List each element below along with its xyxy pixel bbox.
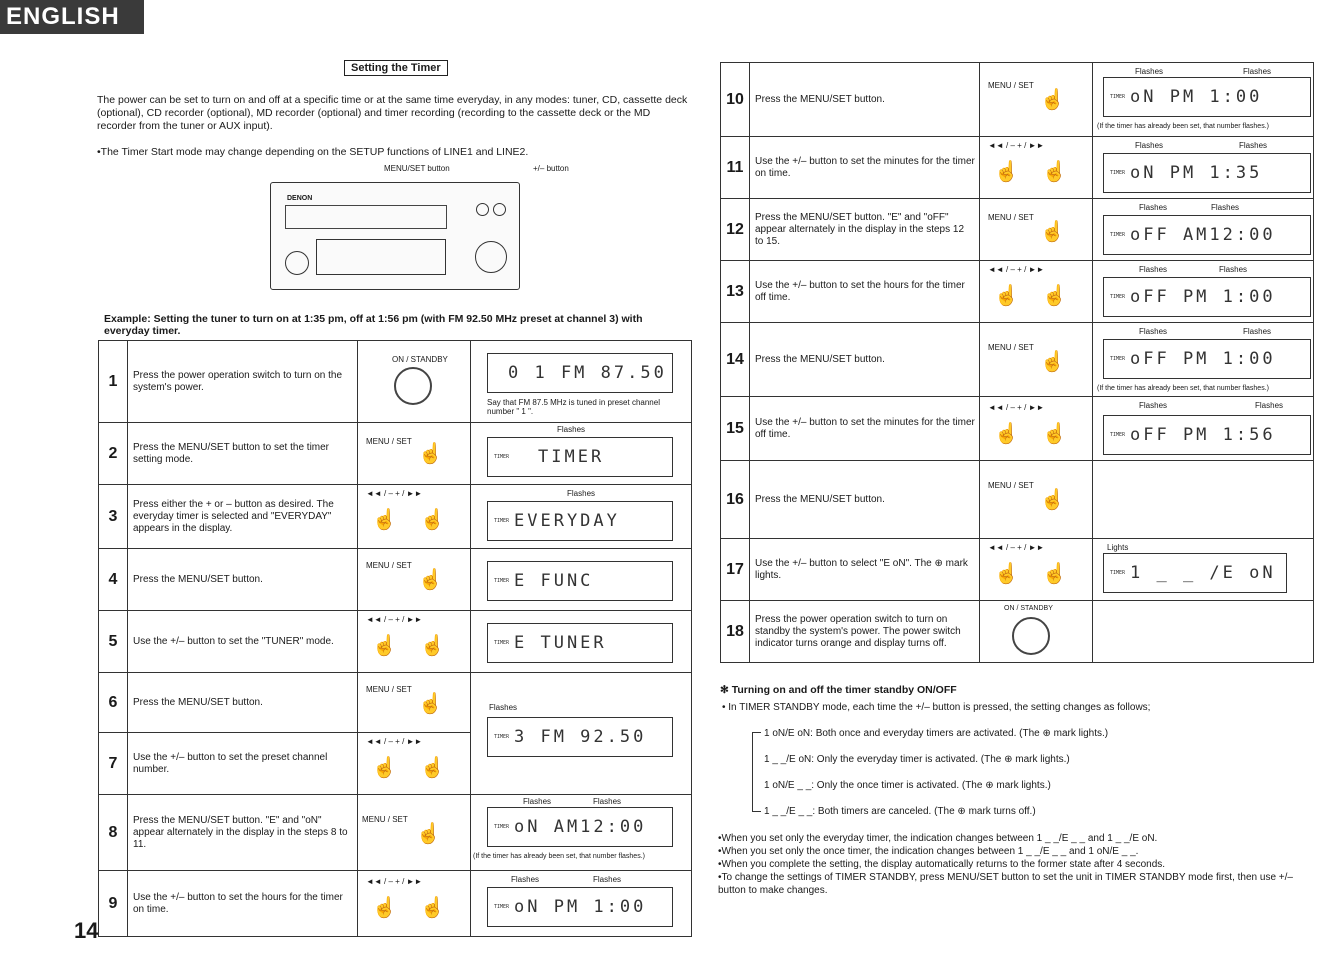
step-display [471,795,692,871]
lcd-panel: TIMER oN AM12:00 [487,807,673,847]
step-number: 15 [721,397,750,461]
lcd-panel: TIMER oN PM 1:35 [1103,153,1311,193]
lcd-panel: TIMER TIMER [487,437,673,477]
step-display [1093,397,1314,461]
lcd-panel: TIMER oN PM 1:00 [1103,77,1311,117]
step-action [980,601,1093,663]
standby-title: ✻ Turning on and off the timer standby ON/OFF [720,684,957,696]
steps-table-left [98,340,692,937]
step-text: Press the MENU/SET button to set the timer setting mode. [128,423,358,485]
on-standby-label: ON / STANDBY [392,355,448,364]
press-hand-icon: ☝ [418,443,443,465]
step-text: Use the +/– button to set the minutes for the timer on time. [750,137,980,199]
step-number: 5 [99,611,128,673]
step-number: 2 [99,423,128,485]
press-hand-icon: ☝ [994,285,1019,307]
menu-set-label: MENU / SET [988,343,1034,352]
press-hand-icon: ☝ [994,563,1019,585]
press-hand-icon: ☝ [416,823,441,845]
step-text: Use the +/– button to set the hours for the timer off time. [750,261,980,323]
on-standby-label: ON / STANDBY [1004,605,1053,612]
press-hand-icon: ☝ [1042,161,1067,183]
menu-set-label: MENU / SET [362,815,408,824]
cycle-line: 1 oN/E _ _: Only the once timer is activated. (The ⊕ mark lights.) [764,780,1051,791]
skip-buttons-label: ◄◄ / – + / ►► [988,543,1045,552]
cycle-line: 1 _ _/E _ _: Both timers are canceled. (The ⊕ mark turns off.) [764,806,1036,817]
standby-note: •To change the settings of TIMER STANDBY, press MENU/SET button to set the unit in TIMER STANDBY mode first, then use +/– button to make changes. [718,872,1293,896]
press-hand-icon: ☝ [420,635,445,657]
menu-set-label: MENU / SET [366,437,412,446]
step-text: Press the MENU/SET button. [128,673,358,733]
step-number: 14 [721,323,750,397]
display-caption: Say that FM 87.5 MHz is tuned in preset channel number " 1 ". [487,398,660,416]
flashes-label: Flashes [511,875,540,884]
menu-set-label: MENU / SET [366,561,412,570]
menu-set-button [476,203,489,216]
language-tab: ENGLISH [0,0,144,34]
lcd-panel: TIMER oN PM 1:00 [487,887,673,927]
lcd-panel: TIMER E FUNC [487,561,673,601]
step-number: 7 [99,733,128,795]
brand-label: DENON [287,195,313,202]
step-number: 17 [721,539,750,601]
menu-set-label: MENU / SET [988,81,1034,90]
flashes-label: Flashes [1211,203,1240,212]
step-display [1093,63,1314,137]
lights-label: Lights [1107,543,1129,552]
step-action [358,795,471,871]
step-display [471,611,692,673]
already-set-note: (If the timer has already been set, that number flashes.) [1097,123,1269,130]
step-display [1093,323,1314,397]
lcd-panel: TIMER oFF PM 1:00 [1103,277,1311,317]
step-display [1093,137,1314,199]
press-hand-icon: ☝ [1040,89,1065,111]
section-title: Setting the Timer [344,60,448,76]
flashes-label: Flashes [1139,265,1168,274]
cd-slot [285,205,447,229]
press-hand-icon: ☝ [372,509,397,531]
step-text: Use the +/– button to set the minutes for the timer off time. [750,397,980,461]
step-text: Press the MENU/SET button. [128,549,358,611]
step-display [471,423,692,485]
lcd-panel: TIMER oFF PM 1:00 [1103,339,1311,379]
standby-note: •When you set only the everyday timer, the indication changes between 1 _ _/E _ _ and 1 _ _/E oN. [718,833,1158,844]
flashes-label: Flashes [1139,327,1168,336]
step-text: Use the +/– button to set the preset channel number. [128,733,358,795]
step-number: 12 [721,199,750,261]
standby-note: •When you set only the once timer, the indication changes between 1 _ _/E _ _ and 1 oN/E _ _. [718,846,1139,857]
step-action [980,137,1093,199]
step-action [358,871,471,937]
flashes-label: Flashes [593,797,622,806]
lcd-panel: TIMER 3 FM 92.50 [487,717,673,757]
volume-knob [475,241,507,273]
step-action [980,63,1093,137]
step-text: Use the +/– button to set the "TUNER" mode. [128,611,358,673]
step-display [471,673,692,795]
step-number: 13 [721,261,750,323]
step-text: Press the MENU/SET button. [750,323,980,397]
lcd-panel: 0 1 FM 87.50 [487,353,673,393]
step-display [1093,461,1314,539]
page-number: 14 [74,918,99,943]
press-hand-icon: ☝ [372,635,397,657]
cycle-bracket [752,732,761,812]
flashes-label: Flashes [1139,203,1168,212]
plus-minus-button [493,203,506,216]
skip-buttons-label: ◄◄ / – + / ►► [366,489,423,498]
step-number: 4 [99,549,128,611]
lcd-panel: TIMER E TUNER [487,623,673,663]
step-display [471,341,692,423]
lcd-panel: TIMER EVERYDAY [487,501,673,541]
press-hand-icon: ☝ [1040,489,1065,511]
skip-buttons-label: ◄◄ / – + / ►► [988,141,1045,150]
step-number: 18 [721,601,750,663]
step-text: Press the power operation switch to turn on the system's power. [128,341,358,423]
flashes-label: Flashes [593,875,622,884]
press-hand-icon: ☝ [420,897,445,919]
flashes-label: Flashes [1243,67,1272,76]
flashes-label: Flashes [1243,327,1272,336]
menu-set-callout: MENU/SET button [384,164,450,173]
press-hand-icon: ☝ [994,161,1019,183]
step-number: 8 [99,795,128,871]
step-number: 6 [99,673,128,733]
display-window [316,239,446,275]
flashes-label: Flashes [1239,141,1268,150]
flashes-label: Flashes [1255,401,1284,410]
press-hand-icon: ☝ [420,757,445,779]
step-text: Press either the + or – button as desired. The everyday timer is selected and "EVERYDAY" appears in the display. [128,485,358,549]
skip-buttons-label: ◄◄ / – + / ►► [988,265,1045,274]
flashes-label: Flashes [1135,67,1164,76]
step-number: 16 [721,461,750,539]
lcd-panel: TIMER 1 _ _ /E oN [1103,553,1287,593]
flashes-label: Flashes [1139,401,1168,410]
skip-buttons-label: ◄◄ / – + / ►► [366,615,423,624]
step-action [358,423,471,485]
flashes-label: Flashes [567,489,596,498]
menu-set-label: MENU / SET [988,481,1034,490]
power-knob [285,251,309,275]
skip-buttons-label: ◄◄ / – + / ►► [366,737,423,746]
step-text: Press the MENU/SET button. [750,63,980,137]
already-set-note: (If the timer has already been set, that number flashes.) [473,853,645,860]
press-hand-icon: ☝ [372,757,397,779]
step-display [1093,199,1314,261]
step-action [980,323,1093,397]
flashes-label: Flashes [489,703,518,712]
step-display [1093,601,1314,663]
step-text: Press the MENU/SET button. "E" and "oN" appear alternately in the display in the steps 8 to 11. [128,795,358,871]
step-action [980,199,1093,261]
step-number: 11 [721,137,750,199]
cycle-line: 1 _ _/E oN: Only the everyday timer is activated. (The ⊕ mark lights.) [764,754,1070,765]
step-text: Use the +/– button to set the hours for the timer on time. [128,871,358,937]
flashes-label: Flashes [523,797,552,806]
step-action [358,733,471,795]
power-switch-icon [1012,617,1050,655]
press-hand-icon: ☝ [994,423,1019,445]
step-text: Press the MENU/SET button. [750,461,980,539]
already-set-note: (If the timer has already been set, that number flashes.) [1097,385,1269,392]
skip-buttons-label: ◄◄ / – + / ►► [366,877,423,886]
step-action [358,485,471,549]
step-action [358,341,471,423]
standby-note: •When you complete the setting, the display automatically returns to the former state after 4 seconds. [718,859,1166,870]
step-text: Press the power operation switch to turn on standby the system's power. The power switch indicator turns orange and display turns off. [750,601,980,663]
step-number: 9 [99,871,128,937]
step-action [358,611,471,673]
step-number: 1 [99,341,128,423]
press-hand-icon: ☝ [420,509,445,531]
press-hand-icon: ☝ [418,693,443,715]
step-action [980,397,1093,461]
step-display [1093,539,1314,601]
step-number: 3 [99,485,128,549]
press-hand-icon: ☝ [1040,221,1065,243]
cycle-line: 1 oN/E oN: Both once and everyday timers are activated. (The ⊕ mark lights.) [764,728,1109,739]
press-hand-icon: ☝ [1042,423,1067,445]
flashes-label: Flashes [1135,141,1164,150]
step-action [980,539,1093,601]
lcd-panel: TIMER oFF AM12:00 [1103,215,1311,255]
setup-note: •The Timer Start mode may change depending on the SETUP functions of LINE1 and LINE2. [97,146,529,158]
step-display [471,485,692,549]
steps-table-right [720,62,1314,663]
flashes-label: Flashes [1219,265,1248,274]
press-hand-icon: ☝ [1040,351,1065,373]
plus-minus-callout: +/– button [533,164,569,173]
press-hand-icon: ☝ [1042,285,1067,307]
press-hand-icon: ☝ [1042,563,1067,585]
device-diagram [270,182,520,290]
example-heading: Example: Setting the tuner to turn on at 1:35 pm, off at 1:56 pm (with FM 92.50 MHz preset at channel 3) with everyday timer. [104,313,643,337]
intro-paragraph: The power can be set to turn on and off at a specific time or at the same time everyday, in any modes: tuner, CD, cassette deck (optional), CD recorder (optional), MD recorder (optional) and timer recording (recording to the cassette deck or the MD recorder from the tuner or AUX input). [97,94,688,132]
step-action [358,673,471,733]
standby-intro: • In TIMER STANDBY mode, each time the +/– button is pressed, the setting changes as follows; [722,702,1151,713]
press-hand-icon: ☝ [418,569,443,591]
step-display [1093,261,1314,323]
press-hand-icon: ☝ [372,897,397,919]
step-action [980,461,1093,539]
step-display [471,871,692,937]
menu-set-label: MENU / SET [366,685,412,694]
step-number: 10 [721,63,750,137]
flashes-label: Flashes [557,425,586,434]
step-action [980,261,1093,323]
step-action [358,549,471,611]
step-text: Press the MENU/SET button. "E" and "oFF" appear alternately in the display in the steps 12 to 15. [750,199,980,261]
step-display [471,549,692,611]
step-text: Use the +/– button to select "E oN". The ⊕ mark lights. [750,539,980,601]
menu-set-label: MENU / SET [988,213,1034,222]
lcd-panel: TIMER oFF PM 1:56 [1103,415,1311,455]
skip-buttons-label: ◄◄ / – + / ►► [988,403,1045,412]
power-switch-icon [394,367,432,405]
